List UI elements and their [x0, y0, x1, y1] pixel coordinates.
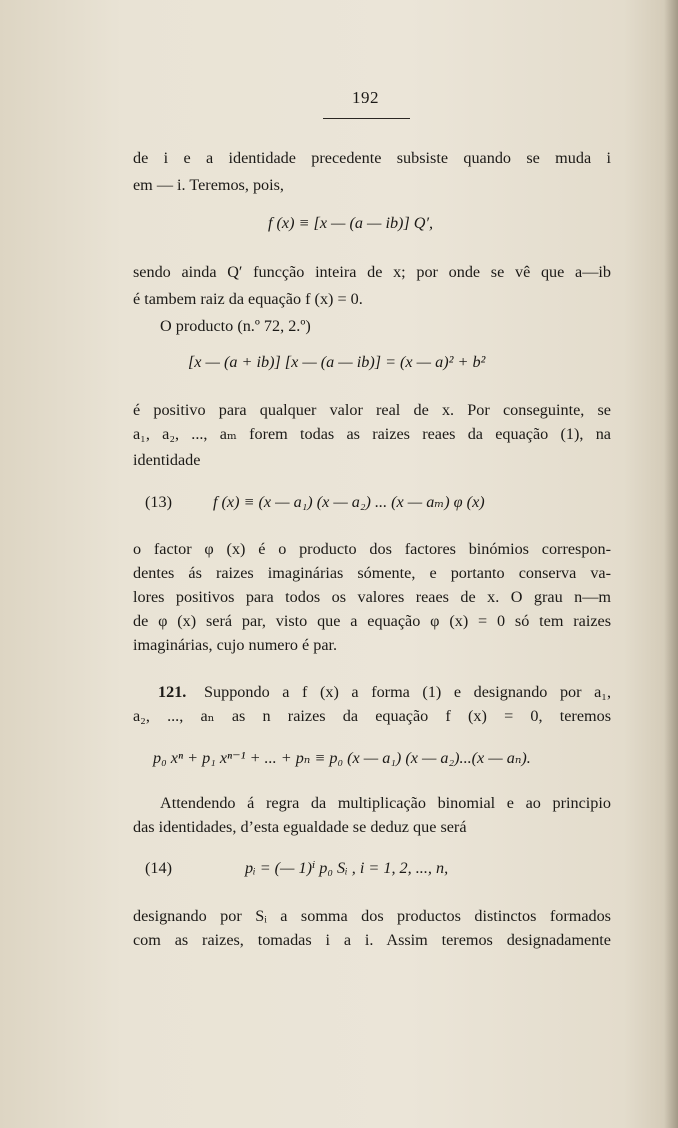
text-line: a₂, ..., aₙ as n raizes da equação f (x) = 0, teremos	[133, 707, 611, 725]
text-line: designando por Sᵢ a somma dos productos distinctos formados	[133, 907, 611, 925]
text-line: Suppondo a f (x) a forma (1) e designando por a₁,	[204, 683, 611, 701]
equation-polynomial-identity: p₀ xⁿ + p₁ xⁿ⁻¹ + ... + pₙ ≡ p₀ (x — a₁) (x — a₂)...(x — aₙ).	[153, 749, 531, 767]
text-line: de i e a identidade precedente subsiste quando se muda i	[133, 149, 611, 167]
text-line: identidade	[133, 451, 201, 469]
section-number	[158, 682, 198, 702]
text-line: é tambem raiz da equação f (x) = 0.	[133, 290, 363, 308]
equation-14-label: (14)	[145, 859, 172, 877]
text-line: das identidades, d’esta egualdade se deduz que será	[133, 818, 467, 836]
page-edge-shadow	[664, 0, 678, 1128]
equation-f-conjugate: f (x) ≡ [x — (a — ib)] Q′,	[268, 214, 434, 232]
equation-14: pᵢ = (— 1)ⁱ p₀ Sᵢ , i = 1, 2, ..., n,	[245, 859, 449, 877]
text-line: é positivo para qualquer valor real de x. Por conseguinte, se	[133, 401, 611, 419]
text-line: sendo ainda Q′ funcção inteira de x; por onde se vê que a—ib	[133, 263, 611, 281]
page-number: 192	[352, 88, 379, 107]
text-line: o factor φ (x) é o producto dos factores binómios correspon-	[133, 540, 611, 558]
text-line: com as raizes, tomadas i a i. Assim teremos designadamente	[133, 931, 611, 949]
text-line: dentes ás raizes imaginárias sómente, e portanto conserva va-	[133, 564, 611, 582]
equation-product: [x — (a + ib)] [x — (a — ib)] = (x — a)² + b²	[188, 353, 486, 371]
text-line: a₁, a₂, ..., aₘ forem todas as raizes reaes da equação (1), na	[133, 425, 611, 443]
header-rule	[323, 118, 410, 119]
section-number-label: 121.	[158, 683, 187, 701]
text-line: imaginárias, cujo numero é par.	[133, 636, 338, 654]
text-line: de φ (x) será par, visto que a equação φ (x) = 0 só tem raizes	[133, 612, 611, 630]
text-line: Attendendo á regra da multiplicação binomial e ao principio	[160, 794, 611, 812]
text-line: lores positivos para todos os valores reaes de x. O grau n—m	[133, 588, 611, 606]
equation-13-label: (13)	[145, 493, 172, 511]
equation-13: f (x) ≡ (x — a₁) (x — a₂) ... (x — aₘ) φ (x)	[213, 493, 485, 511]
text-line: em — i. Teremos, pois,	[133, 176, 284, 194]
text-line: O producto (n.º 72, 2.º)	[160, 317, 311, 335]
